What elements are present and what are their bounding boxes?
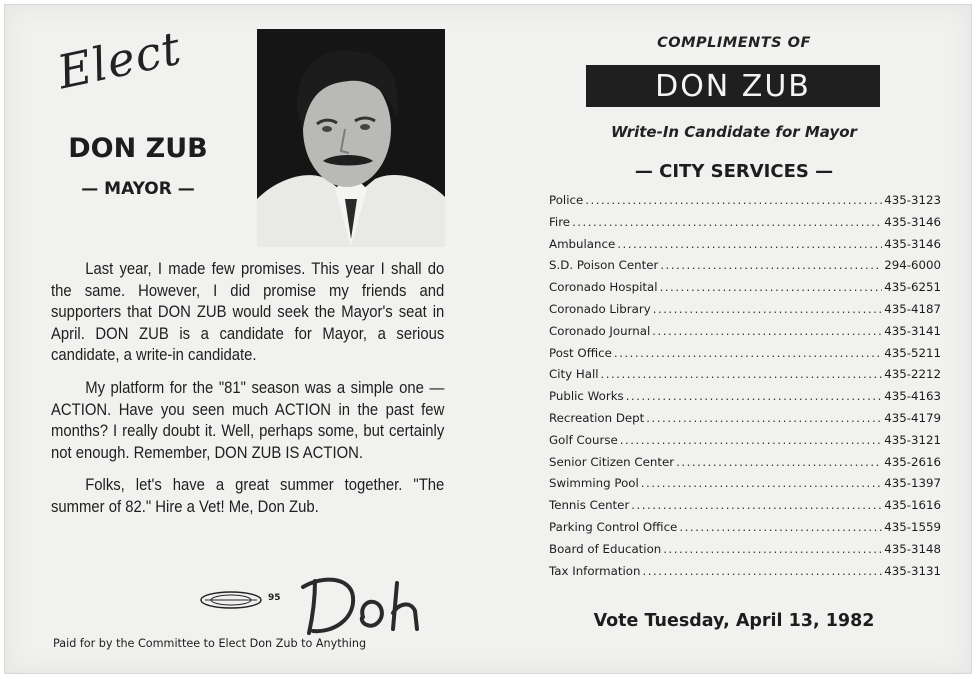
candidate-name: DON ZUB xyxy=(68,133,208,164)
paragraph-3: Folks, let's have a great summer together. "The summer of 82." Hire a Vet! Me, Don Zub. xyxy=(51,476,445,516)
service-phone: 435-1616 xyxy=(884,498,941,513)
service-name: Parking Control Office xyxy=(549,519,678,534)
service-phone: 435-1397 xyxy=(884,476,941,491)
service-phone: 435-3146 xyxy=(884,214,941,229)
name-banner: DON ZUB xyxy=(586,65,880,107)
service-row xyxy=(549,193,941,215)
write-in-subtitle: Write-In Candidate for Mayor xyxy=(611,123,857,141)
service-row xyxy=(549,215,941,237)
office-title: — MAYOR — xyxy=(81,179,195,199)
body-text xyxy=(51,259,445,530)
service-name: Police xyxy=(549,193,584,207)
dot-leader xyxy=(620,433,882,447)
service-name: S.D. Poison Center xyxy=(549,258,659,273)
elect-script: Elect xyxy=(52,20,187,100)
service-phone: 435-3141 xyxy=(884,323,941,338)
service-name: Coronado Hospital xyxy=(549,280,658,295)
service-row xyxy=(549,564,941,586)
service-phone: 294-6000 xyxy=(884,258,941,273)
dot-leader xyxy=(660,258,882,272)
service-row xyxy=(549,476,941,498)
dot-leader xyxy=(679,520,882,534)
service-phone: 435-3148 xyxy=(884,541,941,556)
dot-leader xyxy=(663,542,882,556)
service-row xyxy=(549,411,941,433)
service-row xyxy=(549,237,941,259)
service-phone: 435-5211 xyxy=(884,345,941,360)
service-name: Fire xyxy=(549,214,571,229)
service-name: Swimming Pool xyxy=(549,476,639,491)
dot-leader xyxy=(601,367,883,381)
dot-leader xyxy=(643,564,883,578)
service-row xyxy=(549,367,941,389)
service-name: Tax Information xyxy=(549,563,641,578)
service-name: Public Works xyxy=(549,389,624,404)
service-row xyxy=(549,302,941,324)
signature xyxy=(293,567,453,641)
service-name: Ambulance xyxy=(549,236,616,251)
service-phone: 435-3121 xyxy=(884,432,941,447)
service-row xyxy=(549,520,941,542)
service-name: City Hall xyxy=(549,367,599,382)
service-name: Coronado Journal xyxy=(549,323,651,338)
paid-for-disclaimer: Paid for by the Committee to Elect Don Zub to Anything xyxy=(53,637,367,650)
service-phone: 435-4187 xyxy=(884,301,941,316)
service-name: Board of Education xyxy=(549,541,662,556)
dot-leader xyxy=(641,476,882,490)
service-name: Coronado Library xyxy=(549,301,651,316)
dot-leader xyxy=(660,280,883,294)
service-name: Tennis Center xyxy=(549,498,630,513)
service-name: Post Office xyxy=(549,345,612,360)
service-row xyxy=(549,346,941,368)
union-label-icon xyxy=(199,591,263,609)
dot-leader xyxy=(652,324,882,338)
dot-leader xyxy=(585,193,882,207)
service-phone: 435-3123 xyxy=(884,193,941,207)
service-row xyxy=(549,455,941,477)
campaign-card xyxy=(4,4,972,674)
service-row xyxy=(549,389,941,411)
service-name: Senior Citizen Center xyxy=(549,454,675,469)
candidate-photo xyxy=(257,29,445,247)
dot-leader xyxy=(572,215,882,229)
service-row xyxy=(549,433,941,455)
union-number: 95 xyxy=(268,593,281,603)
dot-leader xyxy=(653,302,883,316)
service-name: Recreation Dept xyxy=(549,410,645,425)
left-panel xyxy=(5,5,495,673)
service-phone: 435-4179 xyxy=(884,410,941,425)
service-name: Golf Course xyxy=(549,432,618,447)
compliments-heading: COMPLIMENTS OF xyxy=(657,35,811,51)
service-row xyxy=(549,324,941,346)
service-phone: 435-1559 xyxy=(884,519,941,534)
service-phone: 435-6251 xyxy=(884,280,941,295)
service-row xyxy=(549,498,941,520)
dot-leader xyxy=(676,455,882,469)
service-phone: 435-2616 xyxy=(884,454,941,469)
dot-leader xyxy=(617,237,882,251)
dot-leader xyxy=(631,498,882,512)
city-services-heading: — CITY SERVICES — xyxy=(634,161,834,182)
service-phone: 435-4163 xyxy=(884,389,941,404)
dot-leader xyxy=(614,346,882,360)
right-panel xyxy=(497,5,971,673)
service-phone: 435-3146 xyxy=(884,236,941,251)
dot-leader xyxy=(626,389,883,403)
dot-leader xyxy=(646,411,882,425)
service-phone: 435-3131 xyxy=(884,563,941,578)
city-services-list xyxy=(549,193,941,585)
service-phone: 435-2212 xyxy=(884,367,941,382)
paragraph-2: My platform for the "81" season was a simple one — ACTION. Have you seen much ACTION in the past few months? I really doubt it. Well, perhaps some, but certainly not enough. Remember, DON ZUB IS ACTION. xyxy=(51,378,445,462)
service-row xyxy=(549,258,941,280)
paragraph-1: Last year, I made few promises. This year I shall do the same. However, I did promise my friends and supporters that DON ZUB would seek the Mayor's seat in April. DON ZUB is a candidate for Mayor, a serious candidate, a write-in candidate. xyxy=(51,260,445,365)
service-row xyxy=(549,280,941,302)
service-row xyxy=(549,542,941,564)
vote-date: Vote Tuesday, April 13, 1982 xyxy=(593,611,875,631)
